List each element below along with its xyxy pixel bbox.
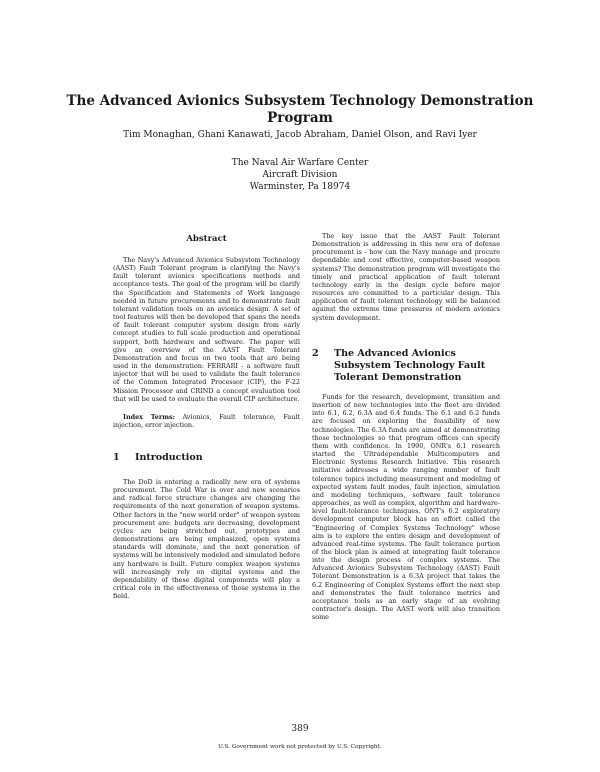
author-list: Tim Monaghan, Ghani Kanawati, Jacob Abraham, Daniel Olson, and Ravi Iyer [123,130,477,140]
affiliation-line-2: Aircraft Division [262,170,338,180]
section-2-number: 2 [312,348,319,359]
right-intro-paragraph: The key issue that the AAST Fault Tolerant Demonstration is addressing in this new era of defense procurement is - how can the Navy manage and procure dependable and cost effective, computer-based weapon systems? The demonstration program will investigate the timely and practical application of fault tolerant technology early in the design cycle before major resources are committed to a particular design. This application of fault tolerant technology will be balanced against the extreme time pressures of modern avionics system development. [312,232,500,322]
page-number: 389 [291,724,309,734]
affiliation-line-1: The Naval Air Warfare Center [231,158,369,168]
paper-title-line-1: The Advanced Avionics Subsystem Technology Demonstration [66,93,534,109]
abstract-text: The Navy's Advanced Avionics Subsystem Technology (AAST) Fault Tolerant program is clarifying the Navy's fault tolerant avionics specifications methods and acceptance tests. The goal of the program will be clarify the Specification and Statements of Work language needed in future procurements and to demonstrate fault tolerant validation tools on an avionics design. A set of tool features will then be developed that spans the needs of fault tolerant computer system design from early concept studies to full scale production and operational support, both hardware and software. The paper will give an overview of the AAST Fault Tolerant Demonstration and focus on two tools that are being used in the demonstration: FERRARI - a software fault injector that will be used to validate the fault tolerance of the Common Integrated Processor (CIP), the F-22 Mission Processor and CRIND a concept evaluation tool that will be used to evaluate the overall CIP architecture. [113,256,300,403]
section-1-heading [113,452,300,464]
section-1-paragraph: The DoD is entering a radically new era of systems procurement. The Cold War is over and new scenarios and radical force structure changes are changing the requirements of the next generation of weapon systems. Other factors in the "new world order" of weapon system procurement are: budgets are decreasing, development cycles are being stretched out, prototypes and demonstrations are being emphasized, open systems standards will dominate, and the next generation of systems will be intensively modeled and simulated before any hardware is built. Future complex weapon systems will increasingly rely on digital systems and the dependability of these digital components will play a critical role in the effectiveness of those systems in the field. [113,478,300,601]
index-terms-label: Index Terms: [123,412,175,421]
abstract-section [113,234,300,429]
paper-title [60,93,540,127]
index-terms-text: Avionics, Fault tolerance, Fault injection, error injection. [113,412,300,429]
section-1-title: Introduction [135,452,203,463]
index-terms [113,413,300,429]
section-2-heading [312,348,500,384]
abstract-heading: Abstract [186,234,227,244]
section-2-title: The Advanced Avionics Subsystem Technology Fault Tolerant Demonstration [334,348,486,383]
section-1-number: 1 [113,452,120,463]
section-1-body [113,478,300,600]
right-column-intro [312,232,500,322]
paper-title-line-2: Program [267,110,333,126]
copyright-footer: U.S. Government work not protected by U.S. Copyright. [218,744,382,750]
section-2-paragraph: Funds for the research, development, transition and insertion of new technologies into the fleet are divided into 6.1, 6.2, 6.3A and 6.4 funds. The 6.1 and 6.2 funds are focused on exploring the feasibility of new technologies. The 6.3A funds are aimed at demonstrating those technologies so that program offices can specify them with confidence. In 1990, ONR's 6.1 research started the Ultradependable Multicomputers and Electronic Systems Research Initiative. This research initiative addresses a wide ranging number of fault tolerance topics including measurement and modeling of expected system fault modes, fault injection, simulation and modeling techniques, software fault tolerance approaches, as well as complex, algorithm and hardware-level fault-tolerance techniques. ONT's 6.2 exploratory development computer block has an effort called the "Engineering of Complex Systems Technology" whose aim is to explore the entire design and development of advanced real-time systems. The fault tolerance portion of the block plan is aimed at integrating fault tolerance into the design process of complex systems. The Advanced Avionics Subsystem Technology (AAST) Fault Tolerant Demonstration is a 6.3A project that takes the 6.2 Engineering of Complex Systems effort the next step and demonstrates the fault tolerance metrics and acceptance tools as an early stage of an evolving contractor's design. The AAST work will also transition some [312,393,500,622]
section-2-body [312,393,500,621]
affiliation-line-3: Warminster, Pa 18974 [249,182,351,192]
